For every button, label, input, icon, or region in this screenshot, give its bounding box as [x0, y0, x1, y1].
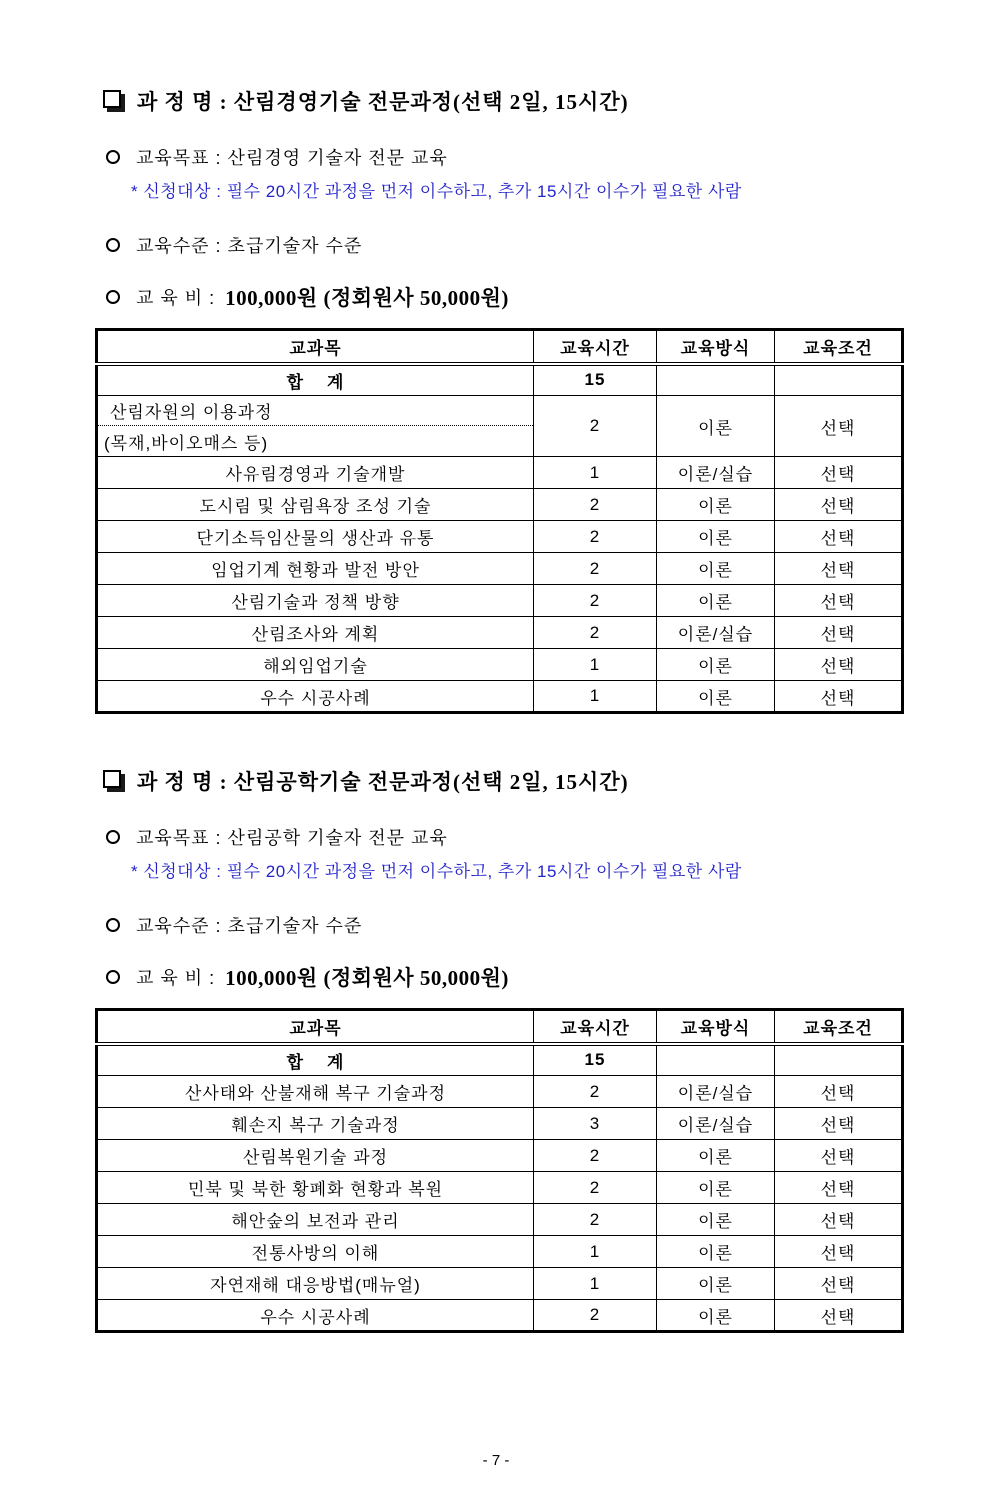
- condition-cell: 선택: [775, 489, 903, 521]
- hours-cell: 1: [534, 681, 657, 713]
- course-row: [97, 1236, 903, 1268]
- subject-cell: 산림조사와 계획: [97, 617, 534, 649]
- method-cell: 이론: [657, 1300, 775, 1332]
- header-condition: 교육조건: [775, 330, 903, 364]
- document-page: [0, 86, 992, 1489]
- hours-cell: 1: [534, 649, 657, 681]
- fee-value: 100,000원 (정회원사 50,000원): [225, 286, 509, 310]
- hours-cell: 2: [534, 1300, 657, 1332]
- subject-cell: 단기소득임산물의 생산과 유통: [97, 521, 534, 553]
- course-row: [97, 649, 903, 681]
- hours-cell: 2: [534, 617, 657, 649]
- method-cell: 이론: [657, 649, 775, 681]
- condition-cell: 선택: [775, 1140, 903, 1172]
- total-hours-cell: 15: [534, 1044, 657, 1076]
- applicant-note: * 신청대상 : 필수 20시간 과정을 먼저 이수하고, 추가 15시간 이수가 필요한 사람: [131, 182, 742, 201]
- subject-cell: 해안숲의 보전과 관리: [97, 1204, 534, 1236]
- hours-cell: 2: [534, 1076, 657, 1108]
- level-text: 교육수준 : 초급기술자 수준: [136, 916, 363, 936]
- section-title-row: [103, 86, 992, 116]
- subject-cell: 사유림경영과 기술개발: [97, 457, 534, 489]
- total-row: [97, 1044, 903, 1076]
- course-row: [97, 1300, 903, 1332]
- hours-cell: 3: [534, 1108, 657, 1140]
- circle-bullet-icon: [106, 238, 120, 252]
- condition-cell: 선택: [775, 1300, 903, 1332]
- header-subject: 교과목: [97, 330, 534, 364]
- subject-line: (목재,바이오매스 등): [104, 433, 269, 453]
- course-row: [97, 681, 903, 713]
- condition-cell: 선택: [775, 1204, 903, 1236]
- subject-cell: 산림기술과 정책 방향: [97, 585, 534, 617]
- condition-cell: 선택: [775, 1236, 903, 1268]
- hours-cell: 2: [534, 553, 657, 585]
- total-condition-cell: [775, 1044, 903, 1076]
- hours-cell: 2: [534, 489, 657, 521]
- circle-bullet-icon: [106, 830, 120, 844]
- subject-cell: 우수 시공사례: [97, 681, 534, 713]
- course-row: [97, 489, 903, 521]
- condition-cell: 선택: [775, 681, 903, 713]
- course-table: [95, 1008, 904, 1333]
- method-cell: 이론: [657, 521, 775, 553]
- section-title-row: [103, 766, 992, 796]
- course-section-forest-management: [0, 86, 992, 714]
- total-row: [97, 364, 903, 396]
- condition-cell: 선택: [775, 1108, 903, 1140]
- method-cell: 이론/실습: [657, 617, 775, 649]
- course-row: [97, 1076, 903, 1108]
- hours-cell: 2: [534, 521, 657, 553]
- hours-cell: 1: [534, 1236, 657, 1268]
- course-row: [97, 1268, 903, 1300]
- subject-cell: 해외임업기술: [97, 649, 534, 681]
- course-row: [97, 553, 903, 585]
- header-condition: 교육조건: [775, 1010, 903, 1044]
- section-title: 과 정 명 : 산림공학기술 전문과정(선택 2일, 15시간): [137, 770, 629, 794]
- hours-cell: 2: [534, 585, 657, 617]
- header-subject: 교과목: [97, 1010, 534, 1044]
- course-table: [95, 328, 904, 714]
- goal-text: 교육목표 : 산림공학 기술자 전문 교육: [136, 828, 448, 848]
- subject-cell: 임업기계 현황과 발전 방안: [97, 553, 534, 585]
- level-line: [106, 232, 992, 258]
- condition-cell: 선택: [775, 396, 903, 457]
- course-row: [97, 585, 903, 617]
- level-line: [106, 912, 992, 938]
- subject-cell: 산사태와 산불재해 복구 기술과정: [97, 1076, 534, 1108]
- header-hours: 교육시간: [534, 1010, 657, 1044]
- method-cell: 이론/실습: [657, 1076, 775, 1108]
- hours-cell: 2: [534, 1172, 657, 1204]
- header-method: 교육방식: [657, 1010, 775, 1044]
- section-title: 과 정 명 : 산림경영기술 전문과정(선택 2일, 15시간): [137, 90, 629, 114]
- subject-cell: 우수 시공사례: [97, 1300, 534, 1332]
- condition-cell: 선택: [775, 521, 903, 553]
- course-table-body: [97, 1044, 903, 1332]
- condition-cell: 선택: [775, 1268, 903, 1300]
- total-label-cell: 합 계: [97, 1044, 534, 1076]
- method-cell: 이론: [657, 1236, 775, 1268]
- checkbox-square-icon: [103, 90, 121, 108]
- table-header-row: [97, 330, 903, 364]
- fee-line: [106, 282, 992, 312]
- course-row: [97, 1140, 903, 1172]
- method-cell: 이론: [657, 396, 775, 457]
- subject-line: 산림자원의 이용과정: [98, 396, 533, 426]
- circle-bullet-icon: [106, 918, 120, 932]
- circle-bullet-icon: [106, 970, 120, 984]
- hours-cell: 2: [534, 396, 657, 457]
- course-row: [97, 396, 903, 457]
- condition-cell: 선택: [775, 649, 903, 681]
- goal-text: 교육목표 : 산림경영 기술자 전문 교육: [136, 148, 448, 168]
- level-text: 교육수준 : 초급기술자 수준: [136, 236, 363, 256]
- condition-cell: 선택: [775, 1076, 903, 1108]
- subject-cell: 자연재해 대응방법(매뉴얼): [97, 1268, 534, 1300]
- course-table-body: [97, 364, 903, 713]
- total-condition-cell: [775, 364, 903, 396]
- table-header-row: [97, 1010, 903, 1044]
- circle-bullet-icon: [106, 290, 120, 304]
- fee-label: 교 육 비 :: [136, 968, 216, 988]
- goal-line: [106, 824, 992, 850]
- course-row: [97, 1204, 903, 1236]
- method-cell: 이론: [657, 1172, 775, 1204]
- condition-cell: 선택: [775, 617, 903, 649]
- method-cell: 이론: [657, 1268, 775, 1300]
- method-cell: 이론: [657, 1204, 775, 1236]
- total-method-cell: [657, 364, 775, 396]
- course-row: [97, 1108, 903, 1140]
- course-section-forest-engineering: [0, 766, 992, 1333]
- course-row: [97, 521, 903, 553]
- applicant-note: * 신청대상 : 필수 20시간 과정을 먼저 이수하고, 추가 15시간 이수가 필요한 사람: [131, 862, 742, 881]
- course-row: [97, 457, 903, 489]
- subject-cell: 산림복원기술 과정: [97, 1140, 534, 1172]
- fee-value: 100,000원 (정회원사 50,000원): [225, 966, 509, 990]
- subject-cell: [97, 396, 534, 457]
- method-cell: 이론: [657, 489, 775, 521]
- hours-cell: 1: [534, 1268, 657, 1300]
- method-cell: 이론/실습: [657, 1108, 775, 1140]
- goal-line: [106, 144, 992, 170]
- total-method-cell: [657, 1044, 775, 1076]
- condition-cell: 선택: [775, 585, 903, 617]
- course-row: [97, 1172, 903, 1204]
- condition-cell: 선택: [775, 1172, 903, 1204]
- hours-cell: 2: [534, 1140, 657, 1172]
- fee-label: 교 육 비 :: [136, 288, 216, 308]
- subject-cell: 전통사방의 이해: [97, 1236, 534, 1268]
- subject-cell: 훼손지 복구 기술과정: [97, 1108, 534, 1140]
- total-label-cell: 합 계: [97, 364, 534, 396]
- method-cell: 이론: [657, 681, 775, 713]
- hours-cell: 1: [534, 457, 657, 489]
- condition-cell: 선택: [775, 457, 903, 489]
- page-number: - 7 -: [482, 1452, 510, 1469]
- circle-bullet-icon: [106, 150, 120, 164]
- header-method: 교육방식: [657, 330, 775, 364]
- method-cell: 이론/실습: [657, 457, 775, 489]
- condition-cell: 선택: [775, 553, 903, 585]
- fee-line: [106, 962, 992, 992]
- subject-cell: 도시림 및 삼림욕장 조성 기술: [97, 489, 534, 521]
- hours-cell: 2: [534, 1204, 657, 1236]
- method-cell: 이론: [657, 585, 775, 617]
- header-hours: 교육시간: [534, 330, 657, 364]
- method-cell: 이론: [657, 553, 775, 585]
- course-row: [97, 617, 903, 649]
- subject-cell: 민북 및 북한 황폐화 현황과 복원: [97, 1172, 534, 1204]
- checkbox-square-icon: [103, 770, 121, 788]
- total-hours-cell: 15: [534, 364, 657, 396]
- method-cell: 이론: [657, 1140, 775, 1172]
